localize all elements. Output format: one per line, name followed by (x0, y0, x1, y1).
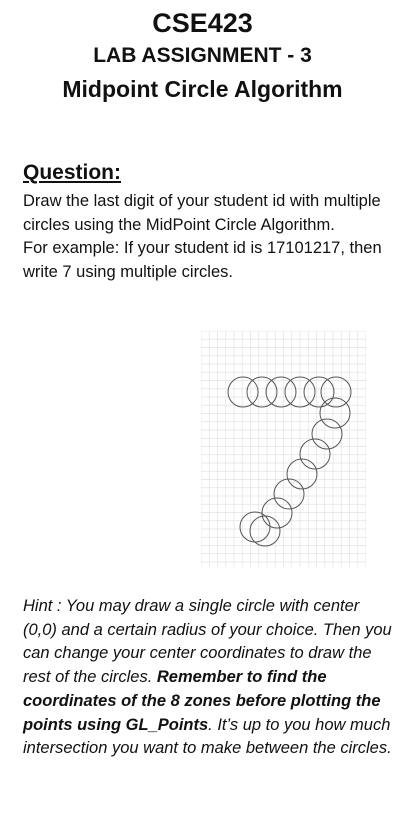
question-body (23, 190, 393, 284)
hint-bold-text: Remember to find the coordinates of the 8 zones before plotting the points using GL_Points (23, 668, 381, 734)
hint-text: Hint : You may draw a single circle with center (0,0) and a certain radius of your choice. Then you can change your center coordinates to draw the rest of the circles. (23, 597, 392, 687)
question-heading: Question: (23, 161, 121, 184)
seven-circles-figure (201, 331, 366, 567)
question-text-1: Draw the last digit of your student id with multiple circles using the MidPoint Circle Algorithm. (23, 192, 381, 234)
topic-title: Midpoint Circle Algorithm (62, 76, 343, 102)
assignment-title: LAB ASSIGNMENT - 3 (93, 44, 312, 67)
hint-text-end: . It’s up to you how much intersection you want to make between the circles. (23, 715, 392, 758)
title-block (0, 6, 405, 106)
question-text-2: For example: If your student id is 17101217, then write 7 using multiple circles. (23, 239, 382, 281)
seven-circle (247, 377, 277, 407)
grid-lines (201, 331, 366, 567)
seven-circle (321, 377, 351, 407)
course-code: CSE423 (152, 8, 253, 38)
hint-paragraph (23, 595, 393, 761)
seven-circle (228, 377, 258, 407)
